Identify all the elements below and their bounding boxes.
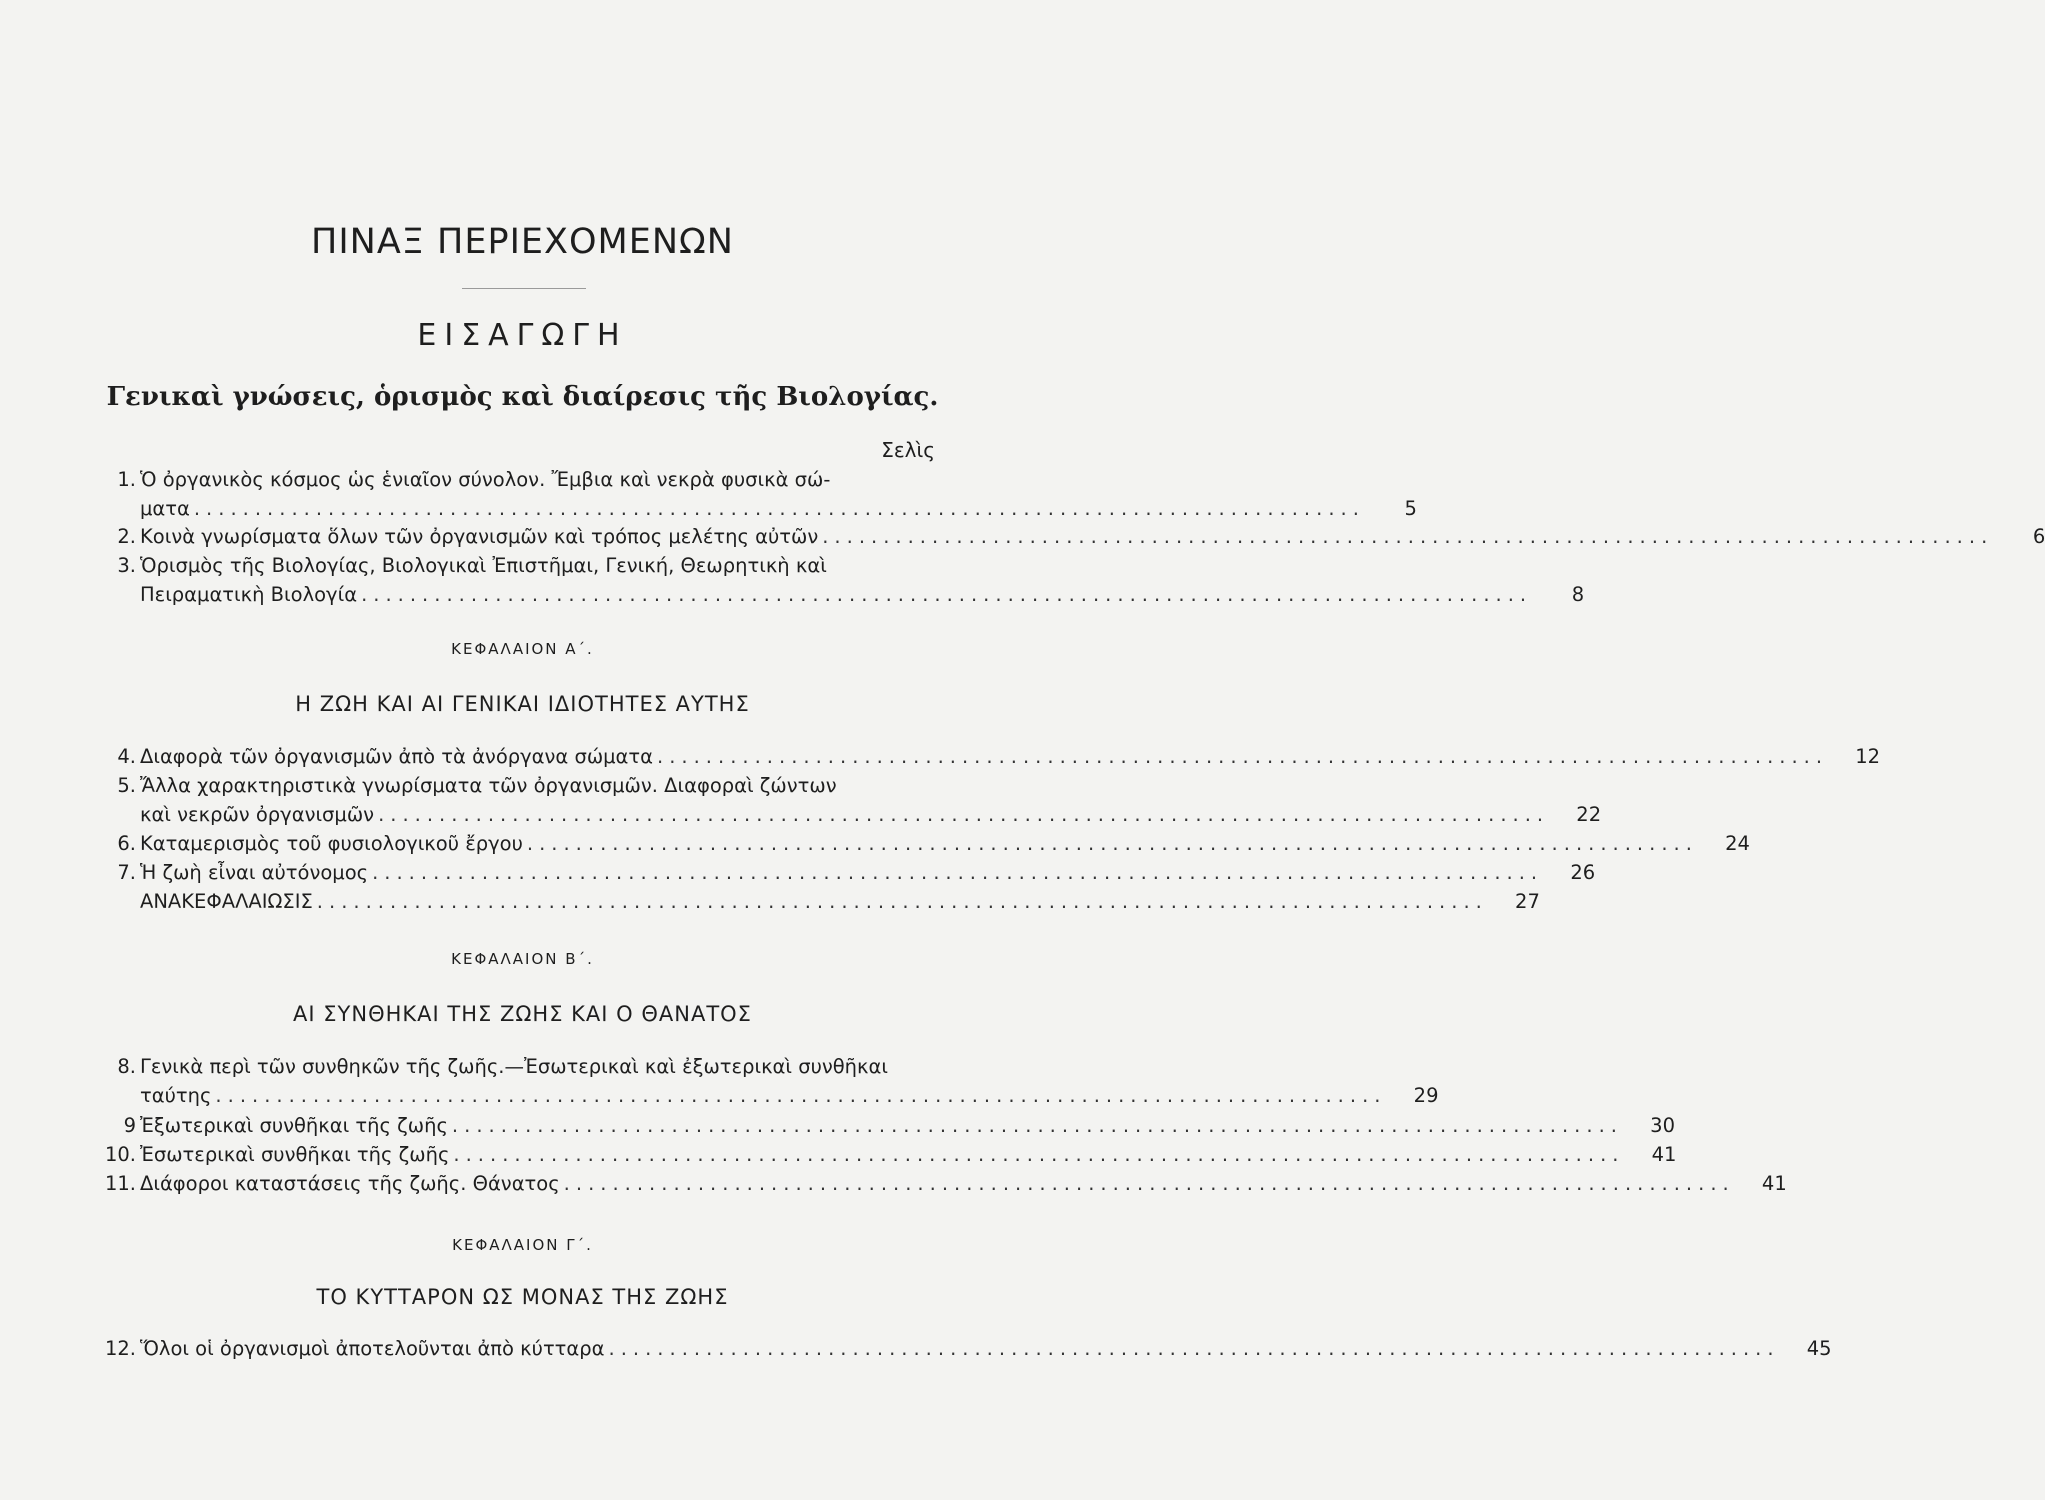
- leader-dots: ................................................................................................: [378, 803, 1550, 826]
- entry-page: 24: [1725, 832, 1750, 855]
- entry-number: 10.: [104, 1143, 136, 1166]
- entry-title: Διάφοροι καταστάσεις τῆς ζωῆς. Θάνατος: [140, 1172, 560, 1195]
- title-divider: [462, 288, 586, 289]
- toc-entry-7[interactable]: [100, 858, 1596, 888]
- entry-title-cont: ματα: [140, 497, 190, 520]
- intro-heading: ΕΙΣΑΓΩΓΗ: [417, 318, 628, 353]
- toc-entry-8-cont[interactable]: [100, 1081, 1439, 1111]
- toc-entry-9[interactable]: [100, 1111, 1675, 1141]
- entry-page: 8: [1571, 583, 1585, 606]
- pages-column-label: Σελὶς: [881, 438, 935, 462]
- entry-number: 6.: [117, 832, 136, 855]
- chapter-c-title: ΤΟ ΚΥΤΤΑΡΟΝ ΩΣ ΜΟΝΑΣ ΤΗΣ ΖΩΗΣ: [316, 1285, 729, 1309]
- toc-entry-11[interactable]: [100, 1169, 1787, 1199]
- leader-dots: ................................................................................................: [453, 1143, 1625, 1166]
- toc-entry-summary[interactable]: [100, 887, 1540, 917]
- entry-page: 6: [2032, 525, 2045, 548]
- leader-dots: ................................................................................................: [608, 1337, 1780, 1360]
- toc-entry-5[interactable]: [100, 771, 940, 801]
- entry-title-cont: καὶ νεκρῶν ὀργανισμῶν: [140, 803, 375, 826]
- chapter-c-label: ΚΕΦΑΛΑΙΟΝ Γ΄.: [452, 1236, 593, 1254]
- chapter-a-title: Η ΖΩΗ ΚΑΙ ΑΙ ΓΕΝΙΚΑΙ ΙΔΙΟΤΗΤΕΣ ΑΥΤΗΣ: [295, 692, 750, 716]
- entry-title: Ὁρισμὸς τῆς Βιολογίας, Βιολογικαὶ Ἐπιστῆμαι, Γενική, Θεωρητικὴ καὶ: [140, 554, 827, 577]
- toc-entry-1[interactable]: [100, 465, 940, 495]
- toc-entry-10[interactable]: [100, 1140, 1677, 1170]
- entry-number: 7.: [117, 861, 136, 884]
- entry-title: Γενικὰ περὶ τῶν συνθηκῶν τῆς ζωῆς.—Ἐσωτερικαὶ καὶ ἐξωτερικαὶ συνθῆκαι: [140, 1055, 888, 1078]
- entry-title: Ἐσωτερικαὶ συνθῆκαι τῆς ζωῆς: [140, 1143, 450, 1166]
- toc-entry-12[interactable]: [100, 1334, 1832, 1364]
- page-title: ΠΙΝΑΞ ΠΕΡΙΕΧΟΜΕΝΩΝ: [311, 222, 734, 262]
- leader-dots: ................................................................................................: [657, 745, 1829, 768]
- leader-dots: ................................................................................................: [822, 525, 1994, 548]
- entry-number: 5.: [117, 774, 136, 797]
- entry-page: 30: [1650, 1114, 1675, 1137]
- chapter-a-label: ΚΕΦΑΛΑΙΟΝ Α΄.: [451, 640, 594, 658]
- entry-title: Ἐξωτερικαὶ συνθῆκαι τῆς ζωῆς: [140, 1114, 448, 1137]
- leader-dots: ................................................................................................: [193, 497, 1365, 520]
- entry-title: Διαφορὰ τῶν ὀργανισμῶν ἀπὸ τὰ ἀνόργανα σώματα: [140, 745, 654, 768]
- toc-entry-5-cont[interactable]: [100, 800, 1602, 830]
- entry-number: 1.: [117, 468, 136, 491]
- toc-entry-4[interactable]: [100, 742, 1881, 772]
- entry-title: Ἄλλα χαρακτηριστικὰ γνωρίσματα τῶν ὀργανισμῶν. Διαφοραὶ ζώντων: [140, 774, 837, 797]
- leader-dots: ................................................................................................: [526, 832, 1698, 855]
- entry-number: 8.: [117, 1055, 136, 1078]
- entry-title: Ὅλοι οἱ ὀργανισμοὶ ἀποτελοῦνται ἀπὸ κύτταρα: [140, 1337, 605, 1360]
- entry-page: 22: [1576, 803, 1602, 826]
- entry-page: 45: [1806, 1337, 1832, 1360]
- entry-title: Ὁ ὀργανικὸς κόσμος ὡς ἑνιαῖον σύνολον. Ἔμβια καὶ νεκρὰ φυσικὰ σώ-: [140, 468, 831, 491]
- entry-title: ΑΝΑΚΕΦΑΛΑΙΩΣΙΣ: [140, 890, 313, 913]
- toc-entry-3[interactable]: [100, 551, 940, 581]
- leader-dots: ................................................................................................: [563, 1172, 1735, 1195]
- toc-entry-6[interactable]: [100, 829, 1750, 859]
- entry-title: Καταμερισμὸς τοῦ φυσιολογικοῦ ἔργου: [140, 832, 523, 855]
- toc-entry-2[interactable]: [100, 522, 2045, 552]
- entry-number: 4.: [117, 745, 136, 768]
- toc-entry-8[interactable]: [100, 1052, 940, 1082]
- entry-title: Ἡ ζωὴ εἶναι αὐτόνομος: [140, 861, 369, 884]
- toc-entry-3-cont[interactable]: [100, 580, 1585, 610]
- entry-title: Κοινὰ γνωρίσματα ὅλων τῶν ὀργανισμῶν καὶ τρόπος μελέτης αὐτῶν: [140, 525, 819, 548]
- entry-page: 5: [1404, 497, 1417, 520]
- entry-page: 27: [1515, 890, 1540, 913]
- entry-page: 26: [1570, 861, 1596, 884]
- entry-number: 2.: [117, 525, 136, 548]
- entry-title-cont: ταύτης: [140, 1084, 212, 1107]
- entry-number: 11.: [104, 1172, 136, 1195]
- entry-page: 41: [1761, 1172, 1787, 1195]
- entry-page: 12: [1855, 745, 1881, 768]
- leader-dots: ................................................................................................: [361, 583, 1533, 606]
- entry-title-cont: Πειραματικὴ Βιολογία: [140, 583, 358, 606]
- chapter-b-title: ΑΙ ΣΥΝΘΗΚΑΙ ΤΗΣ ΖΩΗΣ ΚΑΙ Ο ΘΑΝΑΤΟΣ: [293, 1002, 752, 1026]
- leader-dots: ................................................................................................: [451, 1114, 1623, 1137]
- entry-page: 41: [1651, 1143, 1677, 1166]
- toc-entry-1-cont[interactable]: [100, 494, 1417, 524]
- entry-page: 29: [1413, 1084, 1439, 1107]
- entry-number: 9: [123, 1114, 136, 1137]
- chapter-b-label: ΚΕΦΑΛΑΙΟΝ Β΄.: [451, 950, 594, 968]
- entry-number: 3.: [117, 554, 136, 577]
- intro-subtitle: Γενικαὶ γνώσεις, ὁρισμὸς καὶ διαίρεσις τῆς Βιολογίας.: [106, 382, 939, 412]
- leader-dots: ................................................................................................: [316, 890, 1488, 913]
- leader-dots: ................................................................................................: [215, 1084, 1387, 1107]
- entry-number: 12.: [104, 1337, 136, 1360]
- leader-dots: ................................................................................................: [372, 861, 1544, 884]
